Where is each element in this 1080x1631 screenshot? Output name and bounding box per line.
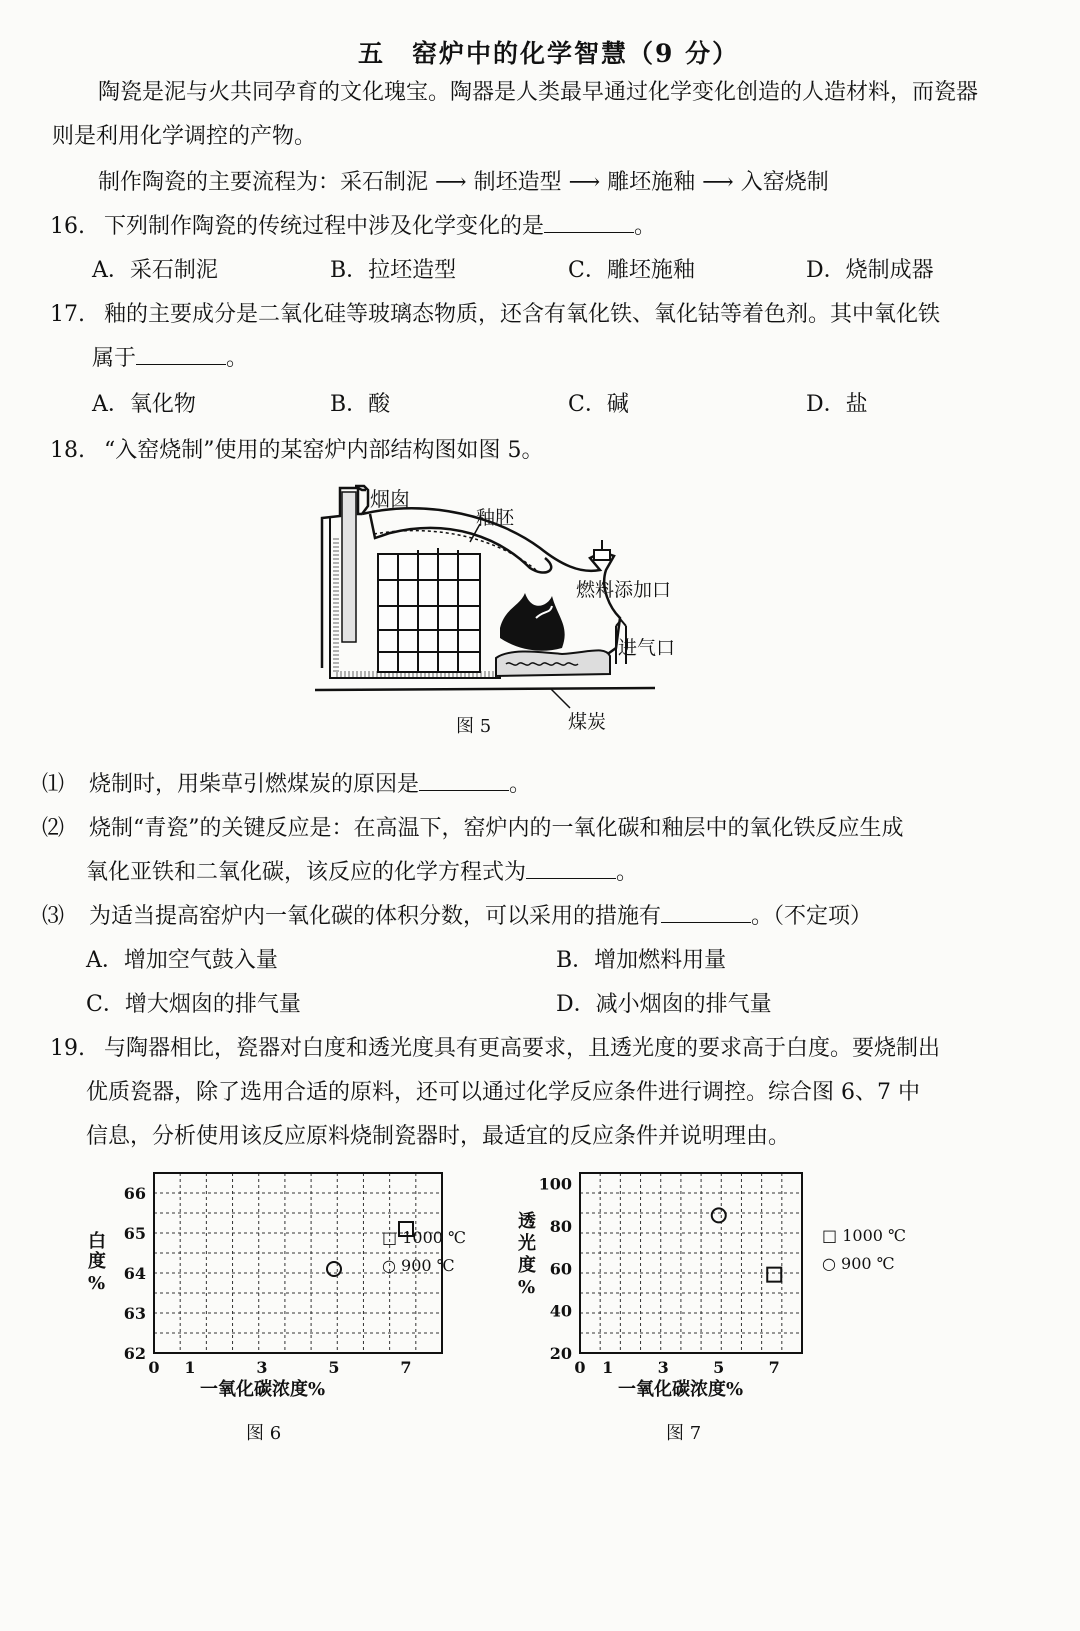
q19-text-line-2: 优质瓷器，除了选用合适的原料，还可以通过化学反应条件进行调控。综合图 6、7 中	[86, 1080, 920, 1105]
q17-option-c[interactable]: C．碱	[568, 392, 629, 417]
data-point-900c	[327, 1262, 341, 1276]
label-air-inlet: 进气口	[618, 637, 676, 659]
y-tick-label: 63	[123, 1304, 146, 1323]
q18-sub2-text-line-2: 氧化亚铁和二氧化碳，该反应的化学方程式为	[86, 860, 527, 885]
q19-stem	[50, 1034, 940, 1064]
figure7-legend-1000: □ 1000 ℃	[822, 1226, 906, 1245]
q18-stem	[50, 436, 544, 466]
q18-sub2	[42, 814, 904, 844]
q16-option-a[interactable]: A．采石制泥	[92, 258, 218, 283]
q16-option-b[interactable]: B．拉坯造型	[330, 258, 457, 283]
data-point-900c	[712, 1208, 726, 1222]
q18-sub2-line-2	[86, 858, 638, 888]
y-tick-label: 66	[123, 1184, 146, 1203]
flow-arrow-icon: ⟶	[435, 170, 467, 195]
figure7-chart	[500, 1165, 930, 1455]
y-tick-label: 20	[549, 1344, 572, 1363]
q18-sub3-option-b[interactable]: B．增加燃料用量	[556, 948, 727, 973]
kiln-diagram	[300, 478, 720, 748]
figure6-ylabel-1: 白	[88, 1231, 106, 1252]
label-fuel-port: 燃料添加口	[576, 579, 672, 601]
q18-sub1	[42, 770, 531, 800]
x-tick-label: 0	[574, 1358, 586, 1377]
q18-sub3-option-a[interactable]: A．增加空气鼓入量	[86, 948, 278, 973]
q18-sub2-text-line-1: 烧制“青瓷”的关键反应是：在高温下，窑炉内的一氧化碳和釉层中的氧化铁反应生成	[89, 816, 904, 841]
x-tick-label: 0	[148, 1358, 160, 1377]
q16-text: 下列制作陶瓷的传统过程中涉及化学变化的是	[104, 214, 545, 239]
figure6-xlabel: 一氧化碳浓度%	[200, 1379, 326, 1400]
q18-sub3	[42, 902, 872, 932]
figure6-legend-900: ○ 900 ℃	[382, 1256, 455, 1275]
figure5-caption: 图 5	[456, 716, 492, 737]
y-tick-label: 40	[549, 1301, 572, 1321]
flow-arrow-icon: ⟶	[702, 170, 734, 195]
q18-sub2-answer-blank[interactable]	[526, 858, 616, 879]
figure7-plot-frame	[580, 1173, 802, 1353]
figure7-caption: 图 7	[666, 1423, 702, 1444]
figure6-ylabel-2: 度	[88, 1251, 106, 1272]
q18-sub1-answer-blank[interactable]	[419, 770, 509, 791]
q16-option-d[interactable]: D．烧制成器	[806, 258, 934, 283]
q17-text-line-1: 釉的主要成分是二氧化硅等玻璃态物质，还含有氧化铁、氧化钴等着色剂。其中氧化铁	[104, 302, 941, 327]
flow-step-1: 采石制泥	[340, 170, 429, 195]
figure7-ylabel-1: 透	[518, 1211, 536, 1232]
q18-sub1-text: 烧制时，用柴草引燃煤炭的原因是	[89, 772, 420, 797]
flow-step-4: 入窑烧制	[740, 170, 829, 195]
figure6-chart	[70, 1165, 490, 1455]
q16-end: 。	[634, 214, 657, 239]
flow-label: 制作陶瓷的主要流程为：	[98, 170, 341, 195]
intro-line-2: 则是利用化学调控的产物。	[52, 124, 317, 149]
figure6-legend-1000: □ 1000 ℃	[382, 1228, 466, 1247]
flow-step-2: 制坯造型	[473, 170, 562, 195]
q17-option-b[interactable]: B．酸	[330, 392, 391, 417]
q16-option-c[interactable]: C．雕坯施釉	[568, 258, 695, 283]
x-tick-label: 1	[602, 1358, 614, 1377]
data-point-1000c	[767, 1268, 781, 1282]
q18-sub1-end: 。	[509, 772, 532, 797]
x-tick-label: 3	[657, 1358, 669, 1377]
x-tick-label: 5	[328, 1358, 340, 1377]
y-tick-label: 62	[123, 1344, 146, 1363]
y-tick-label: 64	[123, 1264, 146, 1283]
y-tick-label: 80	[549, 1216, 572, 1236]
x-tick-label: 5	[713, 1358, 725, 1377]
q19-text-line-3: 信息，分析使用该反应原料烧制瓷器时，最适宜的反应条件并说明理由。	[86, 1124, 791, 1149]
flow-arrow-icon: ⟶	[568, 170, 601, 195]
y-tick-label: 65	[123, 1224, 146, 1243]
q18-sub3-end: 。（不定项）	[751, 904, 873, 929]
q16-number: 16.	[50, 214, 85, 239]
q16-answer-blank[interactable]	[544, 212, 634, 233]
q16-stem	[50, 212, 656, 242]
x-tick-label: 7	[768, 1358, 780, 1377]
q18-number: 18.	[50, 438, 85, 463]
figure7-ylabel-4: %	[518, 1277, 536, 1298]
q17-option-d[interactable]: D．盐	[806, 392, 868, 417]
q19-text-line-1: 与陶器相比，瓷器对白度和透光度具有更高要求，且透光度的要求高于白度。要烧制出	[104, 1036, 941, 1061]
label-chimney: 烟囱	[370, 487, 410, 511]
x-tick-label: 3	[256, 1358, 268, 1377]
q18-sub2-end: 。	[616, 860, 639, 885]
q18-sub3-number: ⑶	[42, 904, 65, 929]
figure7-ylabel-3: 度	[518, 1255, 536, 1276]
q17-number: 17.	[50, 302, 85, 327]
q17-end: 。	[226, 346, 249, 371]
y-tick-label: 60	[549, 1259, 572, 1279]
y-tick-label: 100	[538, 1174, 572, 1194]
process-flow	[98, 168, 829, 198]
flow-step-3: 雕坯施釉	[607, 170, 696, 195]
q17-stem-line-2	[92, 344, 248, 374]
q17-answer-blank[interactable]	[136, 344, 226, 365]
q19-number: 19.	[50, 1036, 85, 1061]
q17-option-a[interactable]: A．氧化物	[92, 392, 196, 417]
q17-stem	[50, 300, 940, 330]
q18-sub1-number: ⑴	[42, 772, 65, 797]
q18-sub3-answer-blank[interactable]	[661, 902, 751, 923]
x-tick-label: 1	[184, 1358, 196, 1377]
q18-sub2-number: ⑵	[42, 816, 65, 841]
intro-line-1: 陶瓷是泥与火共同孕育的文化瑰宝。陶器是人类最早通过化学变化创造的人造材料，而瓷器	[98, 80, 979, 105]
figure7-legend-900: ○ 900 ℃	[822, 1254, 895, 1273]
q18-text: “入窑烧制”使用的某窑炉内部结构图如图 5。	[104, 438, 544, 463]
figure7-ylabel-2: 光	[518, 1233, 536, 1254]
q18-sub3-option-c[interactable]: C．增大烟囱的排气量	[86, 992, 301, 1017]
q17-text-line-2: 属于	[92, 346, 137, 371]
q18-sub3-option-d[interactable]: D．减小烟囱的排气量	[556, 992, 772, 1017]
label-coal: 煤炭	[568, 711, 607, 733]
figure6-ylabel-3: %	[88, 1273, 106, 1294]
figure7-xlabel: 一氧化碳浓度%	[618, 1379, 744, 1400]
q18-sub3-text: 为适当提高窑炉内一氧化碳的体积分数，可以采用的措施有	[89, 904, 662, 929]
figure6-caption: 图 6	[246, 1423, 282, 1444]
x-tick-label: 7	[400, 1358, 412, 1377]
label-glaze-body: 釉胚	[476, 507, 515, 529]
section-title: 五 窑炉中的化学智慧（9 分）	[358, 39, 740, 68]
